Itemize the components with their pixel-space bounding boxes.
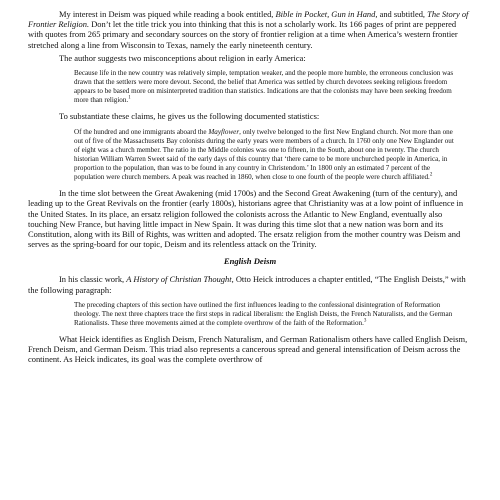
footnote-marker: 1 [128, 95, 131, 101]
paragraph-statistics: To substantiate these claims, he gives us the following documented statistics: [59, 111, 320, 122]
text-run: , Otto Heick introduces a chapter entitled, “The English Deists,” with the following paragraph: [28, 274, 466, 295]
paragraph-heick [28, 274, 472, 294]
book-title: A History of Christian Thought [126, 274, 232, 285]
paragraph-great-awakening: In the time slot between the Great Awakening (mid 1700s) and the Second Great Awakening (turn of the century), and leading up to the Great Revivals on the frontier (early 1800s), historians agree that Christianity was at a low point of influence in the United States. In its place, an ersatz religion followed the colonists across the Atlantic to New England, eventually also touching New France, but having little impact in New Spain. It was during this time slot that a new nation was born and its Constitution, along with its Bill of Rights, was written and adopted. The ersatz religion from the mother country was Deism and serves as the spring-board for our topic, Deism and its relentless attack on the Trinity. [28, 188, 464, 250]
quote-text: The preceding chapters of this section have outlined the first influences leading to the confessional disintegration of Reformation theology. The next three chapters trace the first steps in radical liberalism: the English Deists, the French Naturalists, and the German Rationalists. These three movements aimed at the complete overthrow of the faith of the Reformation. [74, 300, 453, 327]
block-quote-2 [74, 128, 458, 183]
text-run: Don’t let the title trick you into thinking that this is not a scholarly work. Its 166 pages of print are peppered with quotes from 265 primary and secondary sources on the story of frontier religion at a time when America’s western frontier stretched along a line from Wisconsin to Texas, namely the early nineteenth century. [28, 19, 458, 50]
ship-name: Mayflower [208, 127, 240, 136]
text-run: My interest in Deism was piqued while reading a book entitled, [59, 9, 276, 19]
footnote-marker: 3 [363, 318, 367, 324]
text-run: , and subtitled, [375, 9, 428, 19]
block-quote-3 [74, 301, 458, 328]
paragraph-intro [28, 9, 472, 50]
page-bottom-fade [0, 488, 500, 500]
quote-text: , only twelve belonged to the first New England church. Not more than one out of five of the Massachusetts Bay colonists during the early years were members of a church. In 1760 only one New Englander out of eight was a church member. The ratio in the Middle colonies was one to fifteen, in the South, about one in twenty. The church historian William Warren Sweet said of the early days of this country that ‘there came to be more unchurched people in America, in proportion to the population, than was to be found in any country in Christendom.’ In 1800 only an estimated 7 percent of the population were church members. A peak was reached in 1860, when close to one fourth of the people were church affiliated. [74, 127, 454, 182]
quote-text: Because life in the new country was relatively simple, temptation weaker, and the people more humble, the erroneous conclusion was drawn that the settlers were more devout. Second, the belief that America was settled by church devotees seeking religious freedom appears to be based more on misinterpreted tradition than statistics. Indications are that the colonists may have been seeking freedom more than religion. [74, 69, 454, 105]
quote-text: Of the hundred and one immigrants aboard the [74, 127, 209, 136]
book-subtitle: The Story of Frontier Religion. [28, 9, 469, 30]
footnote-marker: 2 [429, 172, 433, 178]
paragraph-deism-triad: What Heick identifies as English Deism, French Naturalism, and German Rationalism others have called English Deism, French Deism, and German Deism. This triad also represents a cancerous spread and general intensification of Deism across the continent. As Heick indicates, its goal was the complete overthrow of [28, 334, 468, 365]
text-run: In his classic work, [59, 274, 127, 285]
block-quote-1 [74, 69, 458, 105]
section-heading: English Deism [223, 256, 277, 267]
book-title: Bible in Pocket, Gun in Hand [275, 9, 376, 19]
paragraph-misconceptions: The author suggests two misconceptions about religion in early America: [59, 52, 306, 63]
